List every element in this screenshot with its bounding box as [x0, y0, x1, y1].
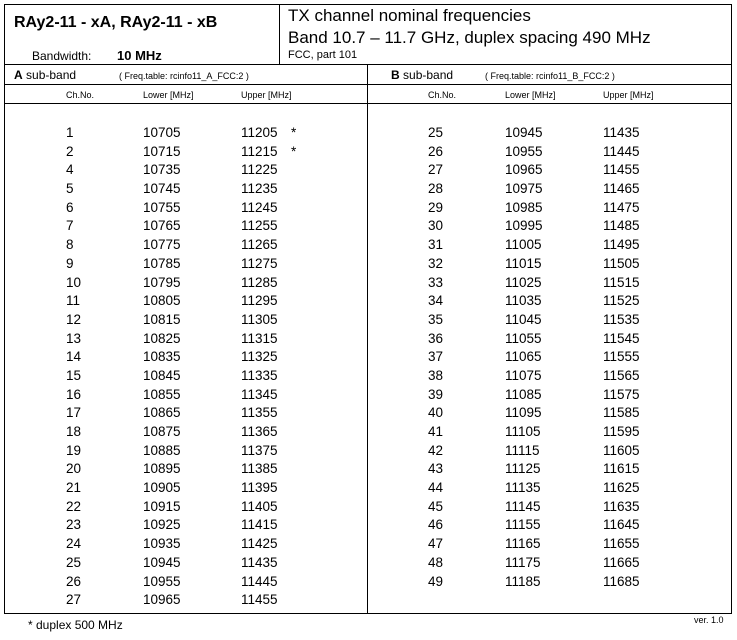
upper-frequency: 11685 — [603, 573, 640, 589]
table-row — [0, 331, 366, 350]
lower-frequency: 11095 — [505, 405, 542, 421]
channel-number: 37 — [428, 349, 444, 365]
channel-number: 29 — [428, 199, 444, 215]
channel-number: 39 — [428, 386, 444, 402]
upper-frequency: 11335 — [241, 367, 278, 383]
lower-frequency: 10975 — [505, 181, 543, 197]
table-row — [0, 312, 366, 331]
channel-number: 44 — [428, 480, 444, 496]
channel-number: 19 — [66, 442, 82, 458]
table-row — [368, 181, 732, 200]
table-row — [368, 275, 732, 294]
channel-number: 47 — [428, 536, 444, 552]
upper-frequency: 11375 — [241, 442, 278, 458]
table-row — [368, 480, 732, 499]
channel-number: 46 — [428, 517, 444, 533]
channel-number: 27 — [66, 592, 82, 608]
table-row — [368, 443, 732, 462]
channel-number: 20 — [66, 461, 82, 477]
upper-frequency: 11495 — [603, 237, 640, 253]
upper-frequency: 11305 — [241, 311, 278, 327]
channel-number: 4 — [66, 162, 74, 178]
channel-number: 11 — [66, 293, 81, 309]
upper-frequency: 11535 — [603, 311, 640, 327]
channel-number: 33 — [428, 274, 444, 290]
lower-frequency: 10785 — [143, 255, 181, 271]
lower-frequency: 10815 — [143, 311, 181, 327]
lower-frequency: 10845 — [143, 367, 181, 383]
lower-frequency: 10875 — [143, 424, 181, 439]
table-row — [0, 349, 366, 368]
lower-frequency: 10915 — [143, 498, 181, 514]
table-row — [0, 405, 366, 424]
table-row — [0, 162, 366, 181]
lower-frequency: 11115 — [505, 442, 540, 458]
lower-frequency: 10935 — [143, 536, 181, 552]
table-row — [368, 461, 732, 480]
lower-frequency: 11045 — [505, 311, 542, 327]
a-subband-label: sub-band — [26, 68, 77, 82]
table-row — [0, 443, 366, 462]
channel-number: 18 — [66, 424, 82, 439]
lower-frequency: 11015 — [505, 255, 542, 271]
lower-frequency: 10865 — [143, 405, 181, 421]
lower-frequency: 11165 — [505, 536, 541, 552]
channel-number: 10 — [66, 274, 82, 290]
upper-frequency: 11345 — [241, 386, 278, 402]
subband-rule — [4, 84, 732, 85]
upper-frequency: 11315 — [241, 330, 278, 346]
lower-frequency: 10745 — [143, 181, 181, 197]
lower-frequency: 11025 — [505, 274, 542, 290]
table-row — [368, 536, 732, 555]
channel-number: 5 — [66, 181, 74, 197]
upper-frequency: 11355 — [241, 405, 278, 421]
lower-frequency: 10705 — [143, 125, 181, 140]
channel-number: 48 — [428, 554, 444, 570]
upper-frequency: 11615 — [603, 461, 640, 477]
upper-frequency: 11285 — [241, 274, 278, 290]
table-row — [0, 574, 366, 593]
table-row — [0, 499, 366, 518]
upper-frequency: 11605 — [603, 442, 640, 458]
lower-frequency: 10765 — [143, 218, 181, 234]
lower-frequency: 11105 — [505, 424, 541, 439]
lower-frequency: 11005 — [505, 237, 542, 253]
lower-frequency: 10945 — [505, 125, 543, 140]
channel-number: 22 — [66, 498, 82, 514]
upper-frequency: 11365 — [241, 424, 278, 439]
a-subband-letter: A — [14, 68, 23, 82]
upper-frequency: 11515 — [603, 274, 640, 290]
channel-number: 2 — [66, 143, 74, 159]
channel-number: 31 — [428, 237, 444, 253]
upper-frequency: 11225 — [241, 162, 278, 178]
lower-frequency: 10825 — [143, 330, 181, 346]
table-row — [0, 275, 366, 294]
table-row — [0, 592, 366, 611]
upper-frequency: 11645 — [603, 517, 640, 533]
table-row — [0, 368, 366, 387]
lower-frequency: 10955 — [505, 143, 543, 159]
lower-frequency: 11075 — [505, 367, 542, 383]
channel-number: 34 — [428, 293, 444, 309]
b-subband-letter: B — [391, 68, 400, 82]
channel-number: 27 — [428, 162, 444, 178]
model-title: RAy2-11 - xA, RAy2-11 - xB — [14, 14, 218, 31]
lower-frequency: 11035 — [505, 293, 542, 309]
channel-number: 26 — [428, 143, 444, 159]
table-row — [368, 144, 732, 163]
channel-number: 23 — [66, 517, 82, 533]
table-row — [0, 536, 366, 555]
channel-number: 45 — [428, 498, 444, 514]
channel-number: 49 — [428, 573, 444, 589]
table-row — [0, 424, 366, 443]
duplex-marker: * — [291, 125, 297, 140]
channel-number: 25 — [66, 554, 82, 570]
lower-frequency: 10955 — [143, 573, 181, 589]
lower-frequency: 10945 — [143, 554, 181, 570]
b-col-lower: Lower [MHz] — [505, 90, 556, 100]
upper-frequency: 11235 — [241, 181, 278, 197]
lower-frequency: 10905 — [143, 480, 181, 496]
table-row — [368, 349, 732, 368]
a-freq-table: ( Freq.table: rcinfo11_A_FCC:2 ) — [119, 71, 249, 81]
upper-frequency: 11435 — [241, 554, 278, 570]
upper-frequency: 11385 — [241, 461, 278, 477]
channel-number: 6 — [66, 199, 74, 215]
table-row — [0, 480, 366, 499]
a-col-upper: Upper [MHz] — [241, 90, 292, 100]
b-col-upper: Upper [MHz] — [603, 90, 654, 100]
channel-number: 36 — [428, 330, 444, 346]
lower-frequency: 11145 — [505, 498, 541, 514]
bandwidth-value: 10 MHz — [117, 48, 162, 63]
version-label: ver. 1.0 — [694, 615, 724, 625]
a-subband-title — [14, 68, 76, 82]
channel-number: 32 — [428, 255, 444, 271]
table-row — [0, 387, 366, 406]
upper-frequency: 11625 — [603, 480, 640, 496]
lower-frequency: 10805 — [143, 293, 181, 309]
upper-frequency: 11585 — [603, 405, 640, 421]
table-row — [368, 368, 732, 387]
lower-frequency: 10985 — [505, 199, 543, 215]
channel-number: 41 — [428, 424, 444, 439]
b-subband-label: sub-band — [403, 68, 454, 82]
channel-number: 26 — [66, 573, 82, 589]
upper-frequency: 11205 — [241, 125, 278, 140]
table-row — [368, 200, 732, 219]
table-row — [0, 218, 366, 237]
table-row — [368, 218, 732, 237]
upper-frequency: 11435 — [603, 125, 640, 140]
lower-frequency: 10895 — [143, 461, 181, 477]
upper-frequency: 11255 — [241, 218, 278, 234]
upper-frequency: 11265 — [241, 237, 278, 253]
lower-frequency: 10755 — [143, 199, 181, 215]
upper-frequency: 11455 — [241, 592, 278, 608]
upper-frequency: 11415 — [241, 517, 278, 533]
table-row — [368, 405, 732, 424]
lower-frequency: 11155 — [505, 517, 541, 533]
duplex-footnote: * duplex 500 MHz — [28, 618, 123, 632]
column-header-rule — [4, 103, 732, 104]
b-col-channel: Ch.No. — [428, 90, 457, 100]
upper-frequency: 11525 — [603, 293, 640, 309]
lower-frequency: 11185 — [505, 573, 541, 589]
header-rule — [4, 64, 732, 65]
table-row — [368, 555, 732, 574]
table-row — [0, 555, 366, 574]
upper-frequency: 11545 — [603, 330, 640, 346]
lower-frequency: 10855 — [143, 386, 181, 402]
a-col-channel: Ch.No. — [66, 90, 95, 100]
upper-frequency: 11665 — [603, 554, 640, 570]
channel-number: 40 — [428, 405, 444, 421]
header-divider — [279, 4, 280, 64]
lower-frequency: 10795 — [143, 274, 181, 290]
upper-frequency: 11295 — [241, 293, 278, 309]
upper-frequency: 11395 — [241, 480, 278, 496]
lower-frequency: 10995 — [505, 218, 543, 234]
channel-number: 21 — [66, 480, 82, 496]
table-row — [0, 293, 366, 312]
table-row — [368, 256, 732, 275]
upper-frequency: 11245 — [241, 199, 278, 215]
table-row — [368, 237, 732, 256]
channel-number: 12 — [66, 311, 82, 327]
channel-number: 9 — [66, 255, 74, 271]
upper-frequency: 11505 — [603, 255, 640, 271]
table-row — [0, 200, 366, 219]
lower-frequency: 11135 — [505, 480, 541, 496]
table-row — [368, 499, 732, 518]
channel-number: 24 — [66, 536, 82, 552]
table-row — [368, 424, 732, 443]
b-channel-list — [368, 125, 732, 592]
channel-number: 1 — [66, 125, 74, 140]
upper-frequency: 11445 — [603, 143, 640, 159]
lower-frequency: 10715 — [143, 143, 181, 159]
band-subtitle: Band 10.7 – 11.7 GHz, duplex spacing 490 MHz — [288, 28, 651, 47]
upper-frequency: 11465 — [603, 181, 640, 197]
table-row — [368, 312, 732, 331]
table-row — [368, 125, 732, 144]
b-freq-table: ( Freq.table: rcinfo11_B_FCC:2 ) — [485, 71, 615, 81]
lower-frequency: 11055 — [505, 330, 542, 346]
upper-frequency: 11425 — [241, 536, 278, 552]
table-row — [368, 162, 732, 181]
table-row — [368, 387, 732, 406]
upper-frequency: 11475 — [603, 199, 640, 215]
lower-frequency: 11175 — [505, 554, 541, 570]
table-row — [0, 181, 366, 200]
channel-number: 28 — [428, 181, 444, 197]
b-subband-title — [391, 68, 453, 82]
channel-number: 13 — [66, 330, 82, 346]
lower-frequency: 11085 — [505, 386, 542, 402]
table-row — [368, 293, 732, 312]
table-row — [368, 517, 732, 536]
channel-number: 30 — [428, 218, 444, 234]
channel-number: 35 — [428, 311, 444, 327]
table-row — [0, 144, 366, 163]
upper-frequency: 11555 — [603, 349, 640, 365]
upper-frequency: 11405 — [241, 498, 278, 514]
channel-number: 25 — [428, 125, 444, 140]
table-row — [0, 256, 366, 275]
channel-number: 14 — [66, 349, 82, 365]
table-row — [0, 125, 366, 144]
upper-frequency: 11595 — [603, 424, 640, 439]
duplex-marker: * — [291, 143, 297, 159]
upper-frequency: 11575 — [603, 386, 640, 402]
upper-frequency: 11275 — [241, 255, 278, 271]
page-title: TX channel nominal frequencies — [288, 6, 531, 25]
table-row — [368, 331, 732, 350]
upper-frequency: 11325 — [241, 349, 278, 365]
lower-frequency: 10965 — [505, 162, 543, 178]
upper-frequency: 11565 — [603, 367, 640, 383]
lower-frequency: 11125 — [505, 461, 541, 477]
table-row — [0, 517, 366, 536]
lower-frequency: 10735 — [143, 162, 181, 178]
lower-frequency: 11065 — [505, 349, 542, 365]
upper-frequency: 11215 — [241, 143, 278, 159]
channel-number: 16 — [66, 386, 82, 402]
channel-number: 8 — [66, 237, 74, 253]
lower-frequency: 10965 — [143, 592, 181, 608]
upper-frequency: 11655 — [603, 536, 640, 552]
upper-frequency: 11485 — [603, 218, 640, 234]
channel-number: 17 — [66, 405, 82, 421]
table-row — [368, 574, 732, 593]
lower-frequency: 10925 — [143, 517, 181, 533]
channel-number: 43 — [428, 461, 444, 477]
channel-number: 38 — [428, 367, 444, 383]
a-channel-list — [0, 125, 366, 611]
channel-number: 42 — [428, 442, 444, 458]
channel-number: 7 — [66, 218, 74, 234]
channel-number: 15 — [66, 367, 82, 383]
a-col-lower: Lower [MHz] — [143, 90, 194, 100]
table-row — [0, 461, 366, 480]
lower-frequency: 10835 — [143, 349, 181, 365]
table-row — [0, 237, 366, 256]
upper-frequency: 11635 — [603, 498, 640, 514]
upper-frequency: 11455 — [603, 162, 640, 178]
lower-frequency: 10885 — [143, 442, 181, 458]
bandwidth-label: Bandwidth: — [32, 49, 92, 63]
lower-frequency: 10775 — [143, 237, 181, 253]
upper-frequency: 11445 — [241, 573, 278, 589]
regulation-note: FCC, part 101 — [288, 49, 358, 61]
